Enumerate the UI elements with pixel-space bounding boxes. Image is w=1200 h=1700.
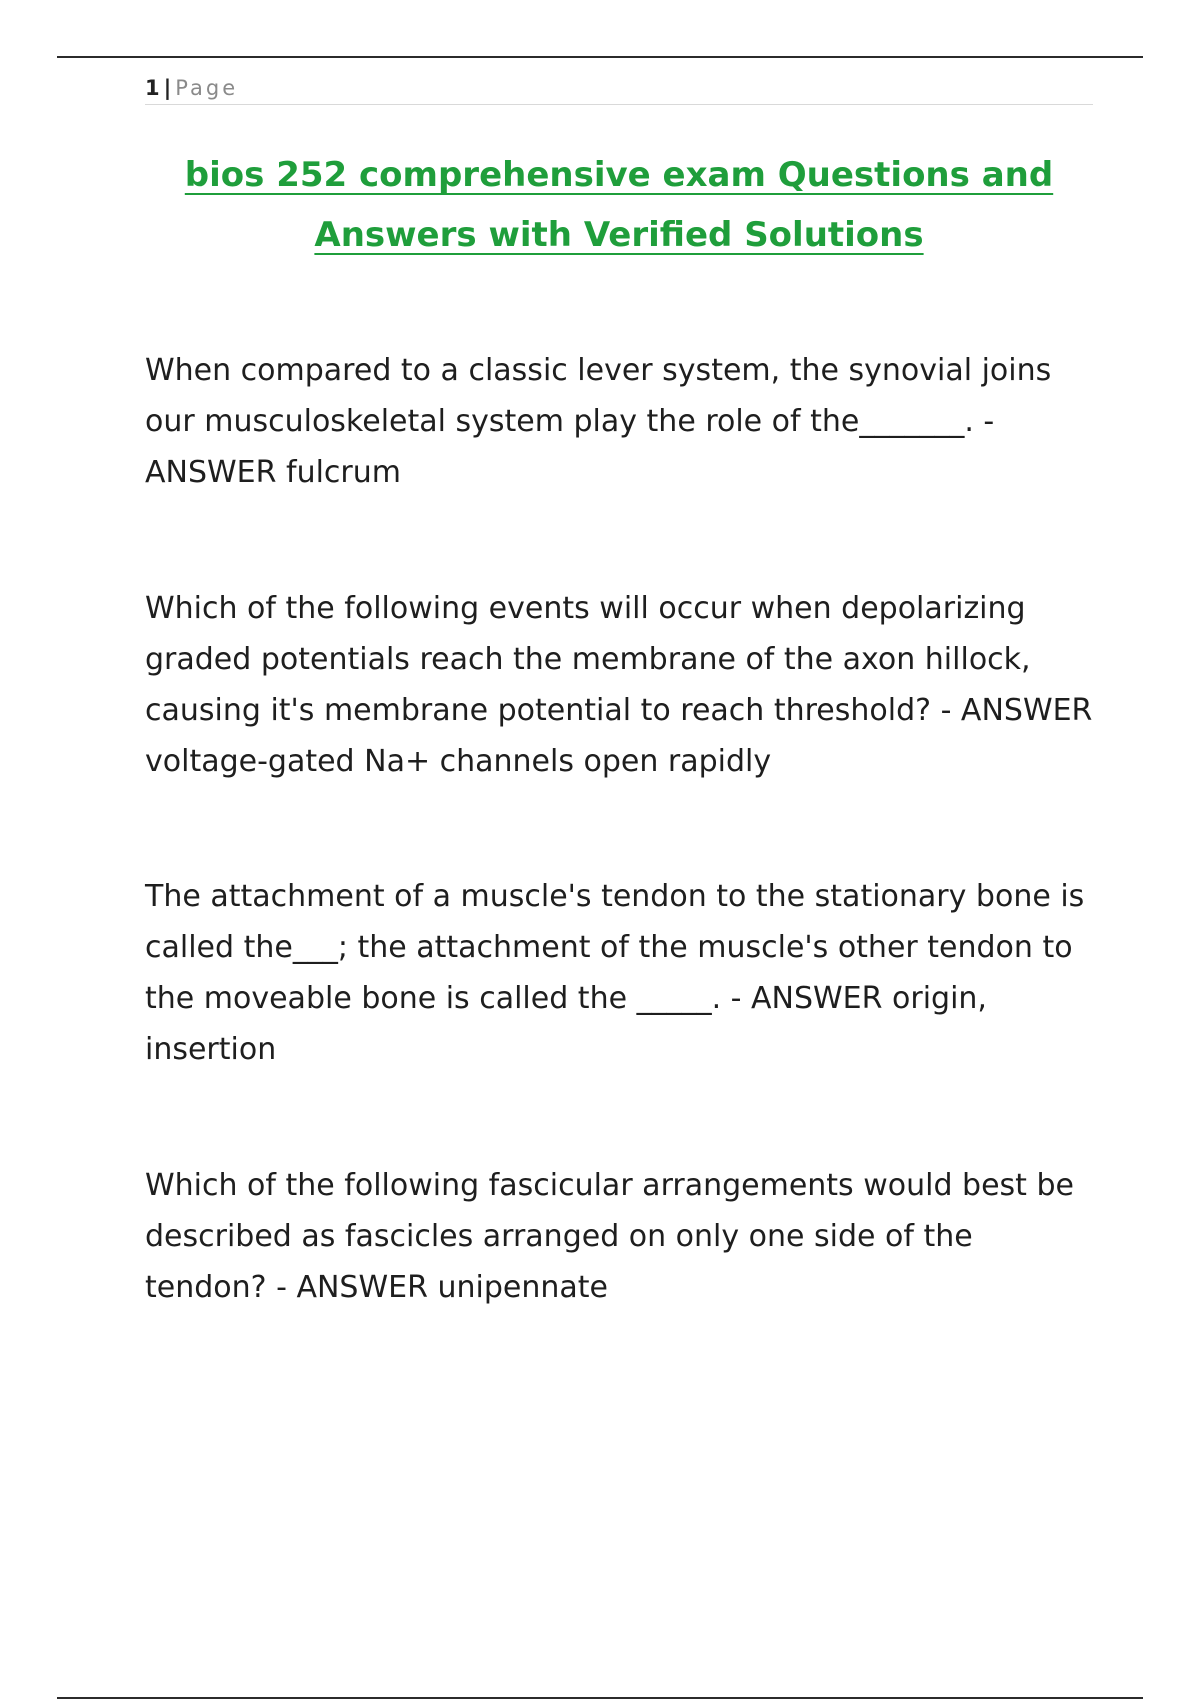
title-line-2-wrap (145, 205, 1093, 265)
bottom-rule (57, 1697, 1143, 1699)
page-separator: | (163, 76, 172, 100)
page-header (145, 74, 1093, 105)
page-label: Page (175, 76, 239, 100)
qa-item-1: When compared to a classic lever system, the synovial joins our musculoskeletal system play the role of the_______. - ANSWER fulcrum (145, 353, 1052, 490)
document-title (145, 145, 1093, 265)
page-number: 1 (145, 76, 160, 100)
title-line-1-wrap (145, 145, 1093, 205)
qa-item-3: The attachment of a muscle's tendon to the stationary bone is called the___; the attachment of the muscle's other tendon to the moveable bone is called the _____. - ANSWER origin, insertion (145, 879, 1085, 1067)
qa-item-4: Which of the following fascicular arrangements would best be described as fascicles arranged on only one side of the tendon? - ANSWER unipennate (145, 1168, 1074, 1305)
title-line-1: bios 252 comprehensive exam Questions and (184, 155, 1054, 195)
qa-item-2: Which of the following events will occur when depolarizing graded potentials reach the membrane of the axon hillock, causing it's membrane potential to reach threshold? - ANSWER voltage-gated Na+ channels open rapidly (145, 591, 1093, 779)
top-rule (57, 56, 1143, 58)
title-line-2: Answers with Verified Solutions (314, 215, 924, 255)
